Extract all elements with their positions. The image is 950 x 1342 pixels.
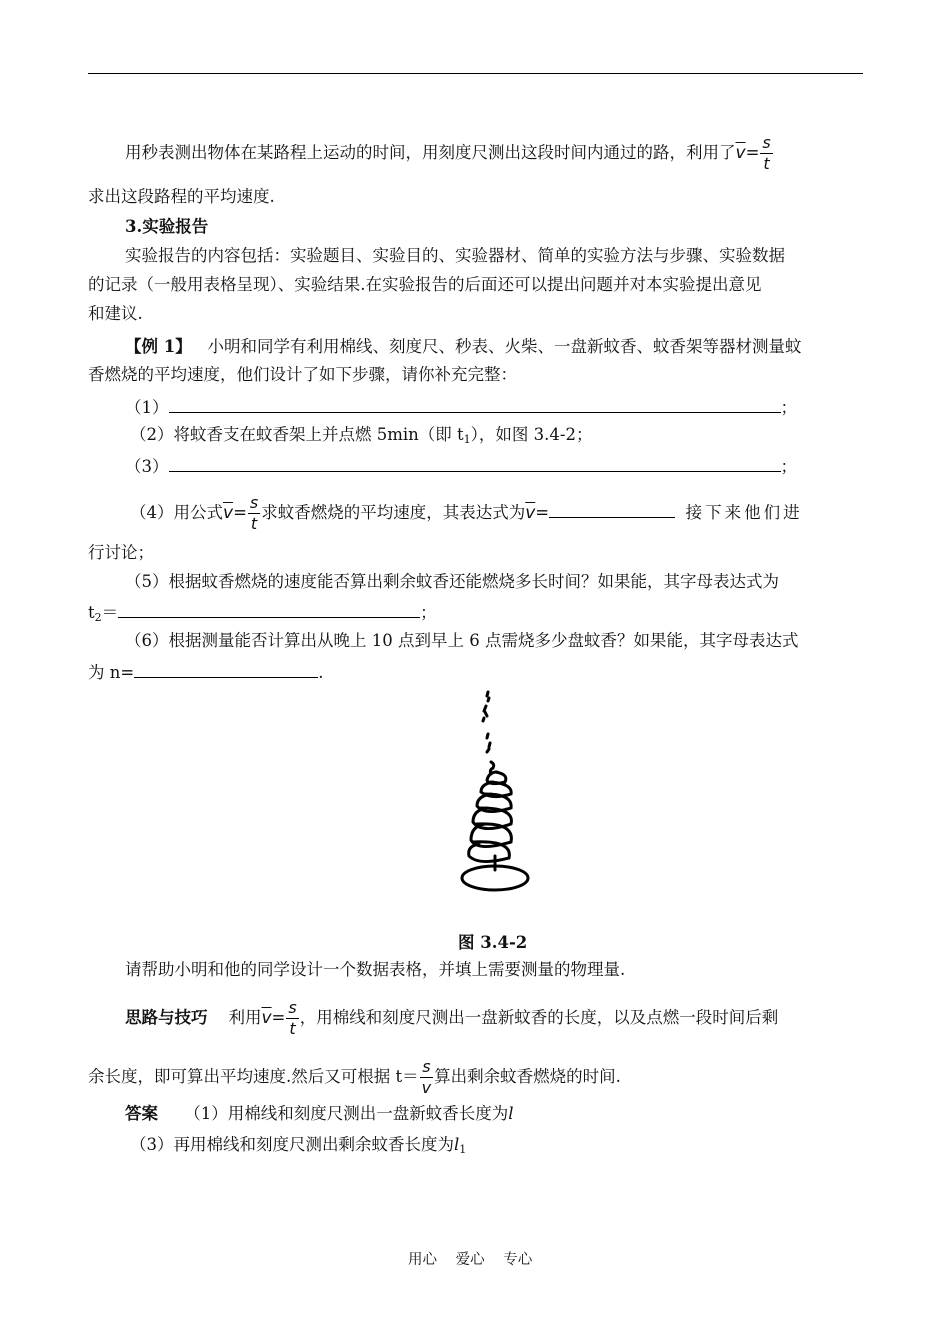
answer-label: 答案 <box>125 1104 158 1123</box>
step6-blank[interactable] <box>134 661 318 678</box>
example-tag: 【例 1】 <box>125 337 192 356</box>
figure-caption: 图 3.4-2 <box>458 933 528 952</box>
step1-end: ； <box>780 398 797 417</box>
answer-var-l: l <box>508 1104 514 1123</box>
answer-text-1: （1）用棉线和刻度尺测出一盘新蚊香长度为 <box>184 1104 509 1123</box>
example-line1 <box>125 337 900 357</box>
step3-label: （3） <box>125 457 169 476</box>
fraction-denominator: t <box>760 153 772 174</box>
para1-line1 <box>125 133 900 174</box>
fraction-s-over-t <box>248 493 260 534</box>
coil-svg <box>455 688 535 900</box>
step4-text-c: 接下来他们进 <box>685 503 803 522</box>
step2-subscript: 1 <box>463 433 471 446</box>
step1-blank[interactable] <box>169 396 781 413</box>
section3-line2: 的记录（一般用表格呈现）、实验结果.在实验报告的后面还可以提出问题并对本实验提出意见 <box>88 275 762 294</box>
step5-subscript: 2 <box>94 611 102 624</box>
step3-end: ； <box>780 457 797 476</box>
step5-end: ； <box>420 603 437 622</box>
v-bar-symbol: $\overline{v}$ <box>261 1008 272 1028</box>
section3-line1: 实验报告的内容包括：实验题目、实验目的、实验器材、简单的实验方法与步骤、实验数据 <box>125 246 785 265</box>
fraction-denominator: t <box>248 513 260 534</box>
step3 <box>125 455 900 477</box>
answer-var-l1: l <box>454 1135 460 1154</box>
step6-line2 <box>88 661 863 683</box>
page-footer: 用心 爱心 专心 <box>408 1252 533 1268</box>
section3-line3: 和建议. <box>88 304 143 323</box>
step2-text-a: （2）将蚊香支在蚊香架上并点燃 5min（即 t <box>130 425 464 444</box>
step6-line1: （6）根据测量能否计算出从晚上 10 点到早上 6 点需烧多少盘蚊香？如果能，其字母表达式 <box>125 631 799 650</box>
hint-text-c: 余长度，即可算出平均速度.然后又可根据 t＝ <box>88 1067 419 1086</box>
step1-label: （1） <box>125 398 169 417</box>
step4-text-a: （4）用公式 <box>130 503 223 522</box>
v-bar-symbol: $\overline{v}$ <box>735 143 746 163</box>
equals-sign: = <box>271 1008 286 1027</box>
hint-text-b: ，用棉线和刻度尺测出一盘新蚊香的长度，以及点燃一段时间后剩 <box>299 1008 779 1027</box>
hint-text-d: 算出剩余蚊香燃烧的时间. <box>434 1067 621 1086</box>
v-bar-symbol: $\overline{v}$ <box>223 503 234 523</box>
fraction-denominator: t <box>286 1018 298 1039</box>
fraction-numerator: s <box>288 998 297 1017</box>
step5-line2 <box>88 601 863 628</box>
v-bar-symbol: $\overline{v}$ <box>525 503 536 523</box>
step5-blank[interactable] <box>118 601 420 618</box>
fraction-s-over-t <box>760 133 772 174</box>
step6-text: 为 n= <box>88 663 135 682</box>
fraction-numerator: s <box>762 133 771 152</box>
step2 <box>130 425 905 450</box>
answer-subscript: 1 <box>459 1143 467 1156</box>
step5-equals: ＝ <box>101 603 119 622</box>
step1 <box>125 396 900 418</box>
step3-blank[interactable] <box>169 455 781 472</box>
example-text: 小明和同学有利用棉线、刻度尺、秒表、火柴、一盘新蚊香、蚊香架等器材测量蚊 <box>207 337 802 356</box>
request-line: 请帮助小明和他的同学设计一个数据表格，并填上需要测量的物理量. <box>125 960 626 979</box>
equals-sign: = <box>233 503 247 522</box>
hint-line1 <box>125 998 900 1039</box>
hint-label: 思路与技巧 <box>125 1008 208 1027</box>
section-heading: 3.实验报告 <box>125 217 209 236</box>
para1-line2: 求出这段路程的平均速度. <box>88 187 275 206</box>
para1-text: 用秒表测出物体在某路程上运动的时间，用刻度尺测出这段时间内通过的路，利用了 <box>125 143 736 162</box>
example-line2: 香燃烧的平均速度，他们设计了如下步骤，请你补充完整： <box>88 365 517 384</box>
equals-sign: = <box>535 503 550 522</box>
fraction-s-over-v <box>420 1057 433 1098</box>
step2-text-b: ），如图 3.4-2； <box>470 425 593 444</box>
hint-text-a: 利用 <box>228 1008 262 1027</box>
header-rule <box>88 73 863 74</box>
equals-sign: = <box>745 143 760 162</box>
step4-line2: 行讨论； <box>88 543 154 562</box>
step4 <box>130 493 905 534</box>
step4-text-b: 求蚊香燃烧的平均速度，其表达式为 <box>261 503 526 522</box>
step5-line1: （5）根据蚊香燃烧的速度能否算出剩余蚊香还能燃烧多长时间？如果能，其字母表达式为 <box>125 572 779 591</box>
fraction-denominator: v <box>421 1078 432 1097</box>
fraction-numerator: s <box>249 493 259 512</box>
fraction-s-over-t <box>286 998 298 1039</box>
step4-blank[interactable] <box>549 501 675 518</box>
mosquito-coil-drawing <box>455 688 535 900</box>
answer-line2 <box>130 1135 905 1160</box>
step5-t: t <box>88 603 95 622</box>
answer-text-2: （3）再用棉线和刻度尺测出剩余蚊香长度为 <box>130 1135 454 1154</box>
hint-line2 <box>88 1057 863 1098</box>
answer-line1 <box>125 1104 900 1124</box>
step6-end: . <box>318 663 324 682</box>
fraction-numerator: s <box>422 1057 431 1076</box>
